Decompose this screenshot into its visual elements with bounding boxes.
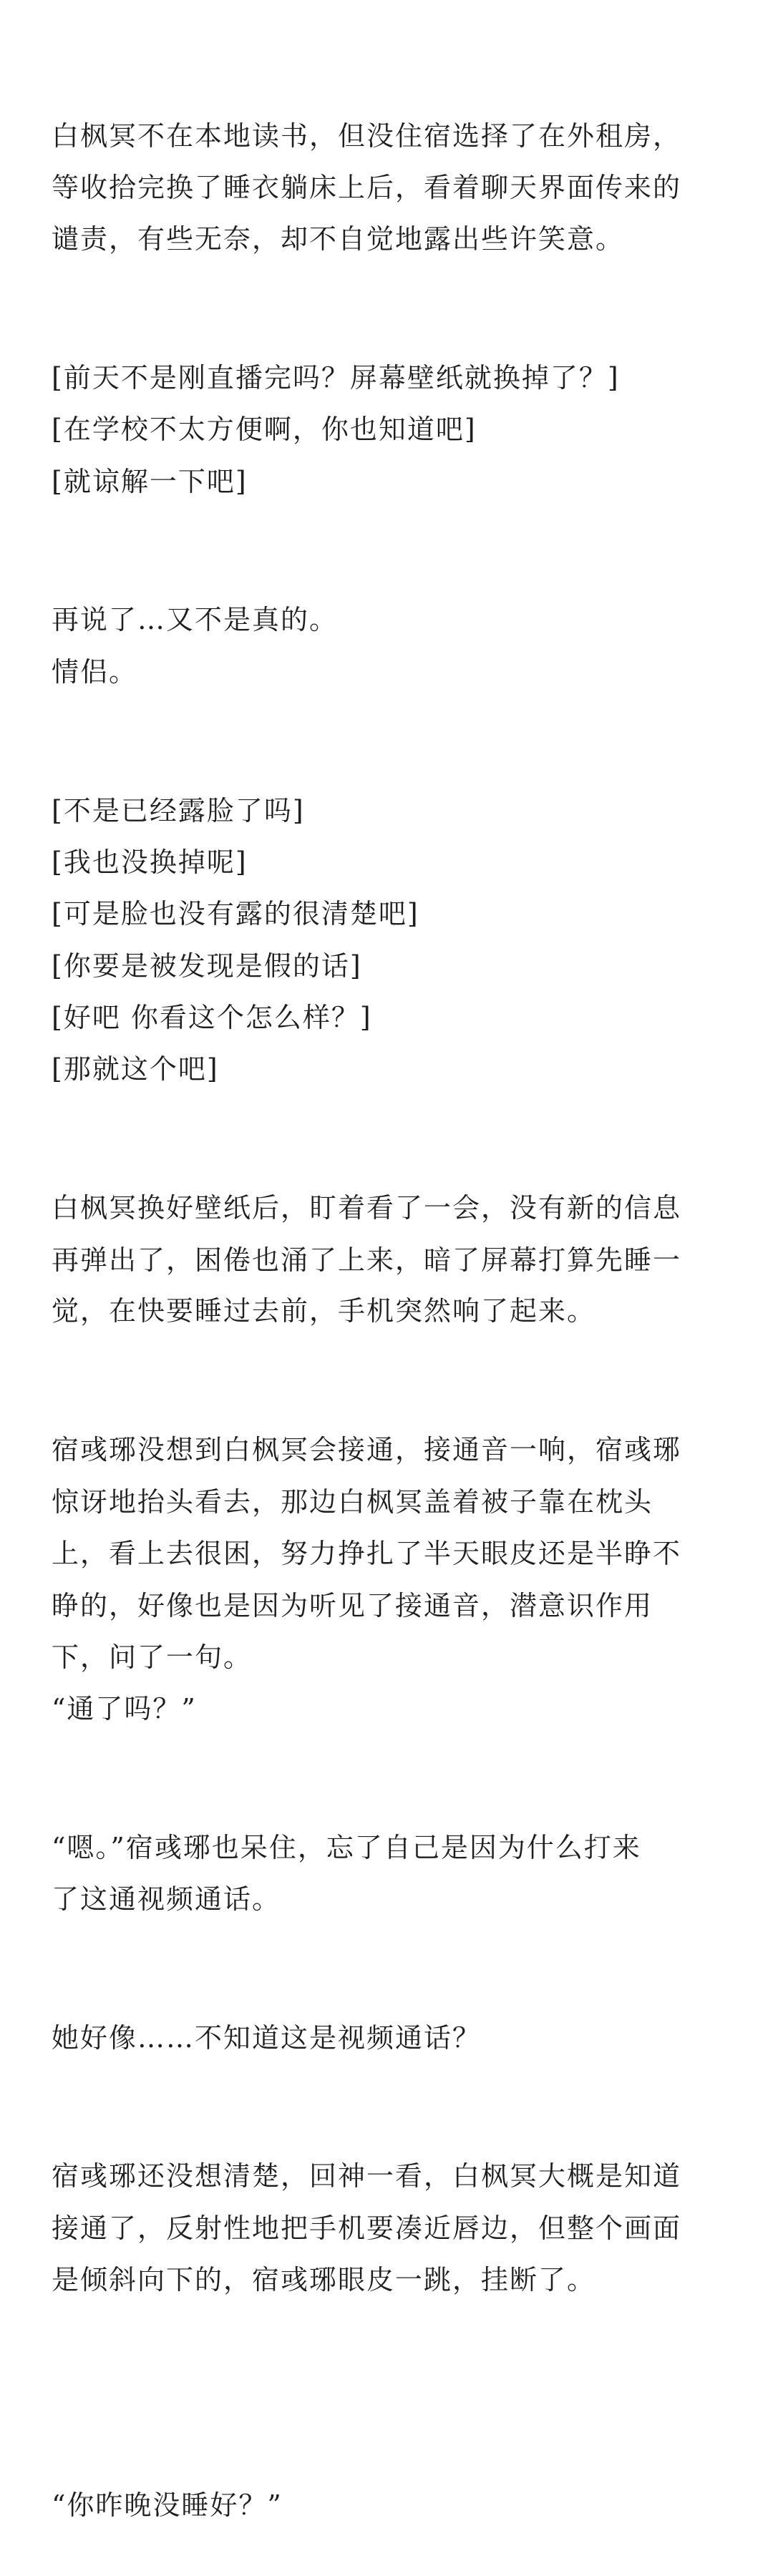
chat-message-line: [那就这个吧]	[52, 1053, 219, 1085]
text-line: 接通了，反射性地把手机要凑近唇边，但整个画面	[52, 2212, 682, 2244]
text-line: 上，看上去很困，努力挣扎了半天眼皮还是半睁不	[52, 1538, 682, 1569]
text-line: 她好像……不知道这是视频通话？	[52, 2022, 482, 2054]
text-line: 白枫冥换好壁纸后，盯着看了一会，没有新的信息	[52, 1192, 682, 1224]
dialogue-line: “你昨晚没睡好？”	[52, 2489, 283, 2521]
chat-message-line: [我也没换掉呢]	[52, 847, 248, 878]
text-line: 宿彧琊没想到白枫冥会接通，接通音一响，宿彧琊	[52, 1434, 682, 1465]
text-line: 下，问了一句。	[52, 1641, 253, 1673]
text-line: 了这通视频通话。	[52, 1883, 281, 1915]
text-line: 惊讶地抬头看去，那边白枫冥盖着被子靠在枕头	[52, 1486, 653, 1518]
text-line: 是倾斜向下的，宿彧琊眼皮一跳，挂断了。	[52, 2264, 596, 2296]
text-line: 觉，在快要睡过去前，手机突然响了起来。	[52, 1295, 596, 1327]
chat-message-line: [前天不是刚直播完吗？屏幕壁纸就换掉了？]	[52, 362, 620, 394]
chat-message-line: [可是脸也没有露的很清楚吧]	[52, 898, 419, 930]
text-line: 再说了…又不是真的。	[52, 604, 339, 635]
text-line: 再弹出了，困倦也涌了上来，暗了屏幕打算先睡一	[52, 1244, 682, 1276]
text-line: 睁的，好像也是因为听见了接通音，潜意识作用	[52, 1590, 653, 1621]
chat-message-line: [在学校不太方便啊，你也知道吧]	[52, 414, 477, 445]
text-line: 谴责，有些无奈，却不自觉地露出些许笑意。	[52, 223, 625, 255]
text-line: “嗯。”宿彧琊也呆住，忘了自己是因为什么打来	[52, 1832, 641, 1863]
text-line: 情侣。	[52, 656, 138, 688]
text-line: 等收拾完换了睡衣躺床上后，看着聊天界面传来的	[52, 172, 682, 203]
chat-message-line: [你要是被发现是假的话]	[52, 950, 362, 982]
text-line: 宿彧琊还没想清楚，回神一看，白枫冥大概是知道	[52, 2160, 682, 2192]
chat-message-line: [就谅解一下吧]	[52, 466, 248, 497]
chat-message-line: [好吧 你看这个怎么样？]	[52, 1002, 372, 1033]
text-line: 白枫冥不在本地读书，但没住宿选择了在外租房，	[52, 120, 682, 152]
chat-message-line: [不是已经露脸了吗]	[52, 795, 305, 826]
dialogue-line: “通了吗？”	[52, 1693, 197, 1724]
